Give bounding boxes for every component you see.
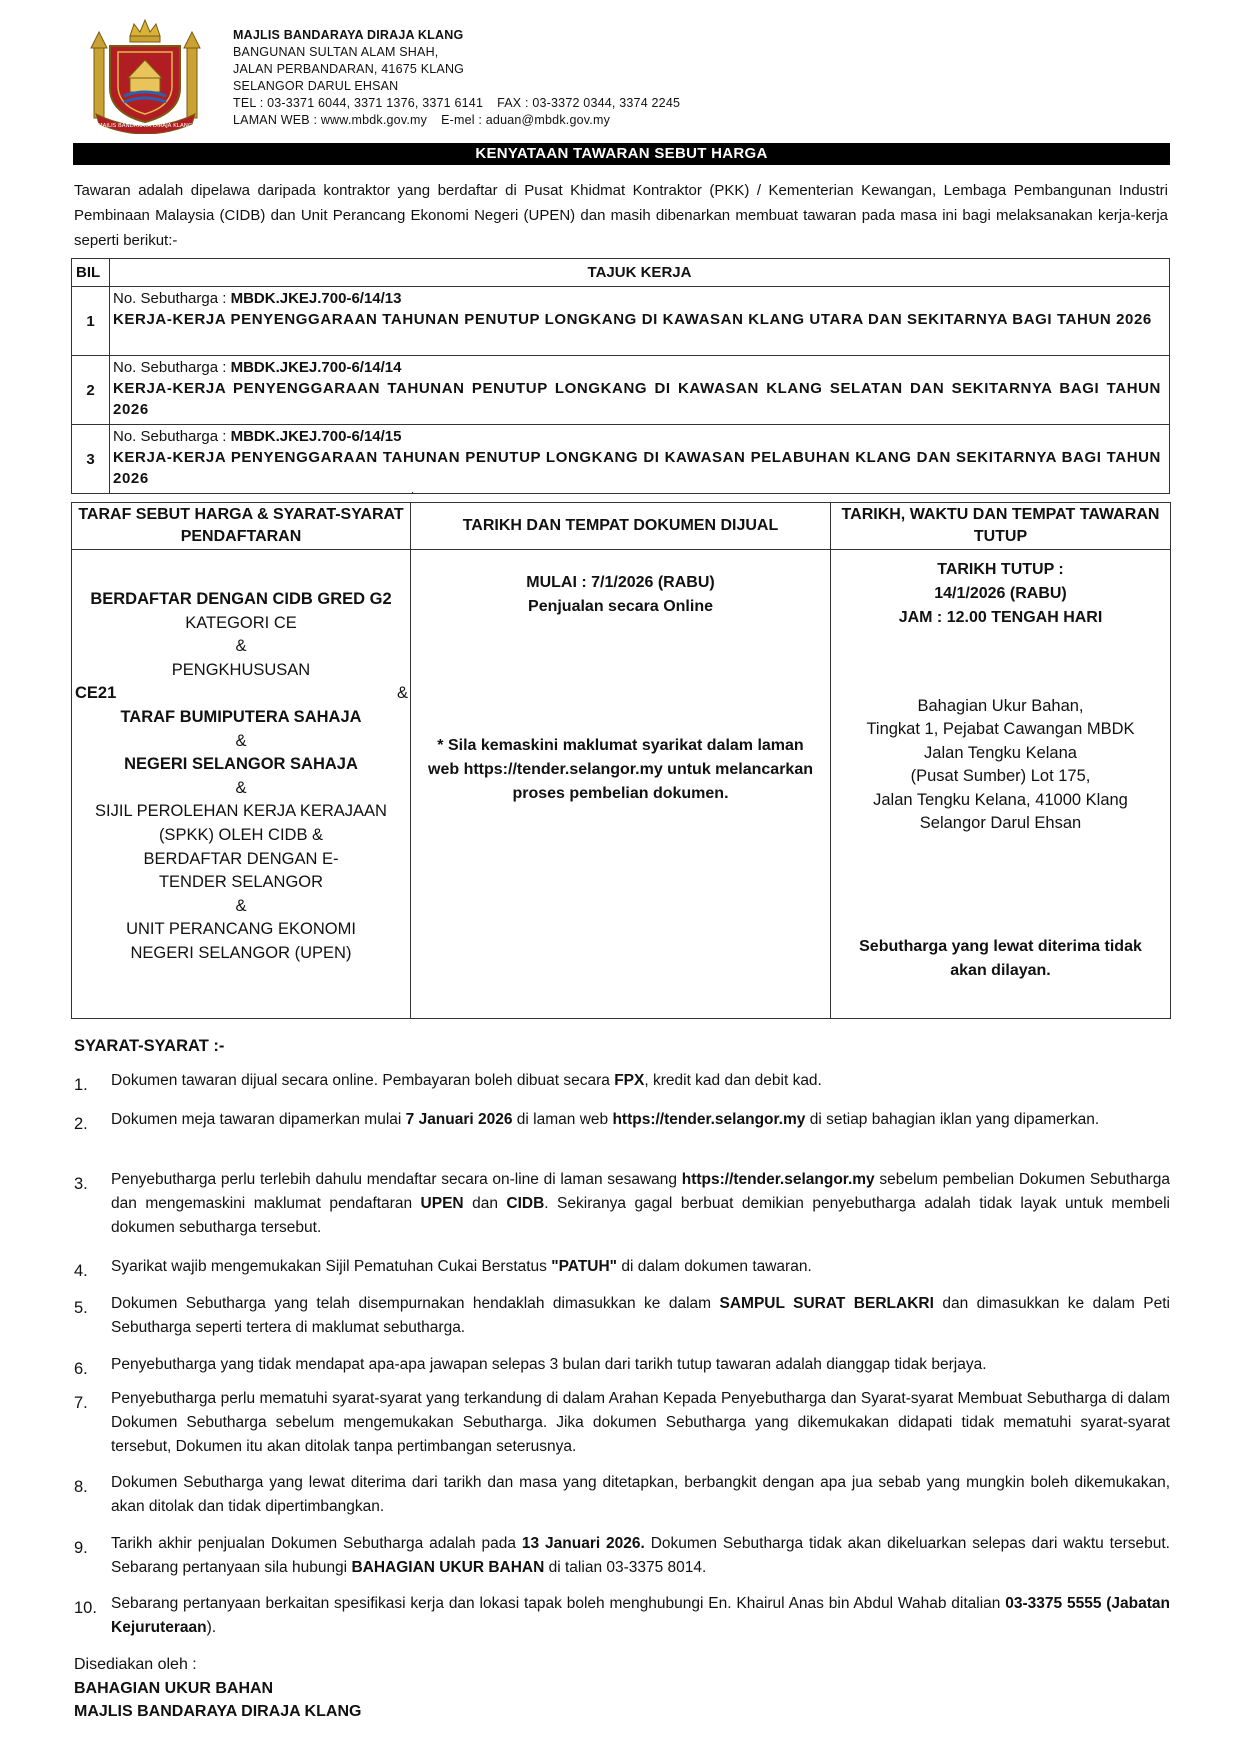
offer-table-body: [72, 550, 1171, 1019]
notice-title-bar: KENYATAAN TAWARAN SEBUT HARGA: [73, 143, 1170, 165]
condition-item: [74, 1108, 1170, 1132]
condition-item: [74, 1255, 1170, 1279]
req-ce21: CE21: [75, 684, 117, 703]
req-ce21-row: [72, 682, 410, 706]
fax-text: FAX : 03-3372 0344, 3374 2245: [497, 96, 681, 110]
job-title: KERJA-KERJA PENYENGGARAAN TAHUNAN PENUTUP LONGKANG DI KAWASAN PELABUHAN KLANG DAN SEKITARNYA BAGI TAHUN 2026: [113, 449, 1161, 487]
address-line-1: BANGUNAN SULTAN ALAM SHAH,: [233, 45, 439, 59]
req-amp: &: [396, 684, 408, 703]
address-line: Bahagian Ukur Bahan,: [917, 697, 1084, 715]
condition-number: 6.: [74, 1360, 88, 1378]
req-amp: &: [235, 731, 247, 750]
text-run: di setiap bahagian iklan yang dipamerkan.: [805, 1111, 1100, 1128]
condition-text: [111, 1108, 1170, 1132]
table-row: [72, 425, 1170, 494]
condition-item: [74, 1532, 1170, 1580]
text-run: Penyebutharga yang tidak mendapat apa-apa jawapan selepas 3 bulan dari tarikh tutup tawaran adalah dianggap tidak berjaya.: [111, 1356, 987, 1373]
condition-number: 8.: [74, 1478, 88, 1496]
sale-online-text: Penjualan secara Online: [528, 598, 713, 615]
req-selangor-only: NEGERI SELANGOR SAHAJA: [124, 755, 358, 774]
req-bumiputera: TARAF BUMIPUTERA SAHAJA: [120, 707, 362, 726]
req-amp: &: [235, 637, 247, 656]
text-run: Tarikh akhir penjualan Dokumen Sebutharga adalah pada: [111, 1535, 522, 1552]
text-run-bold: 13 Januari 2026.: [521, 1535, 645, 1552]
sale-start-date: MULAI : 7/1/2026 (RABU): [526, 574, 715, 591]
text-run: dan dimasukkan ke dalam Peti Sebutharga seperti tertera di maklumat sebutharga.: [111, 1295, 1170, 1336]
job-cell: [110, 287, 1170, 356]
work-table-header: [72, 259, 1170, 287]
req-cidb-grade: BERDAFTAR DENGAN CIDB GRED G2: [90, 590, 392, 608]
text-run: Sebarang pertanyaan berkaitan spesifikasi kerja dan lokasi tapak boleh menghubungi En. Khairul Anas bin Abdul Wahab ditalian: [111, 1595, 1006, 1612]
row-number: 2: [72, 356, 110, 425]
row-number: 1: [72, 287, 110, 356]
closing-info: [831, 550, 1171, 1019]
col-registration-header: TARAF SEBUT HARGA & SYARAT-SYARAT PENDAFTARAN: [72, 503, 411, 550]
condition-number: 5.: [74, 1299, 88, 1317]
council-crest-logo: [88, 18, 203, 134]
condition-text: [111, 1387, 1170, 1459]
condition-item: [74, 1168, 1170, 1240]
quote-ref: MBDK.JKEJ.700-6/14/15: [230, 428, 402, 445]
document-sale-info: [411, 550, 831, 1019]
condition-item: [74, 1471, 1170, 1519]
col-title-header: TAJUK KERJA: [110, 259, 1170, 287]
condition-text: [111, 1592, 1170, 1640]
text-run: Dokumen tawaran dijual secara online. Pembayaran boleh dibuat secara: [111, 1072, 615, 1089]
address-line: Jalan Tengku Kelana, 41000 Klang: [873, 790, 1128, 809]
address-line: Jalan Tengku Kelana: [924, 743, 1077, 762]
col-bil-header: BIL: [72, 259, 110, 287]
job-cell: [110, 356, 1170, 425]
sale-update-note: * Sila kemaskini maklumat syarikat dalam laman web https://tender.selangor.my untuk melancarkan proses pembelian dokumen.: [428, 737, 813, 802]
text-run: di dalam dokumen tawaran.: [617, 1258, 812, 1275]
prepared-by-department: BAHAGIAN UKUR BAHAN: [74, 1679, 274, 1697]
contact-web-email: [233, 112, 680, 129]
text-run-bold: UPEN: [420, 1195, 464, 1212]
condition-text: [111, 1532, 1170, 1580]
intro-paragraph: Tawaran adalah dipelawa daripada kontraktor yang berdaftar di Pusat Khidmat Kontraktor (PKK) / Kementerian Kewangan, Lembaga Pembangunan Industri Pembinaan Malaysia (CIDB) dan Unit Perancang Ekonomi Negeri (UPEN) dan masih dibenarkan membuat tawaran pada masa ini bagi melaksanakan kerja-kerja seperti berikut:-: [74, 182, 1168, 249]
text-run: di laman web: [512, 1111, 613, 1128]
condition-item: [74, 1387, 1170, 1459]
condition-text: [111, 1471, 1170, 1519]
org-name: MAJLIS BANDARAYA DIRAJA KLANG: [233, 28, 464, 42]
address-line-3: SELANGOR DARUL EHSAN: [233, 79, 399, 93]
req-upen: UNIT PERANCANG EKONOMI NEGERI SELANGOR (UPEN): [126, 920, 356, 962]
quote-no-label: No. Sebutharga :: [113, 290, 231, 307]
email-text: E-mel : aduan@mbdk.gov.my: [441, 113, 611, 127]
req-etender: BERDAFTAR DENGAN E-TENDER SELANGOR: [143, 849, 339, 892]
text-run: Penyebutharga perlu mematuhi syarat-syarat yang terkandung di dalam Arahan Kepada Penyebutharga dan Syarat-syarat Membuat Sebutharga di dalam Dokumen Sebutharga sebelum mengemukakan Sebutharga. Jika dokumen Sebutharga yang dikemukakan didapati tidak mematuhi syarat-syarat tersebut, Dokumen itu akan ditolak tanpa pertimbangan seterusnya.: [111, 1390, 1170, 1455]
condition-number: 9.: [74, 1539, 88, 1557]
closing-date: 14/1/2026 (RABU): [934, 585, 1067, 602]
separator-dot: .: [411, 485, 414, 496]
text-run: Dokumen meja tawaran dipamerkan mulai: [111, 1111, 406, 1128]
offer-details-table: [71, 502, 1171, 1019]
table-row: [72, 287, 1170, 356]
text-run: sebelum pembelian Dokumen Sebutharga dan mengemaskini maklumat pendaftaran: [111, 1171, 1170, 1212]
condition-item: [74, 1353, 1170, 1377]
req-amp: &: [235, 778, 247, 797]
work-table: [71, 258, 1170, 494]
closing-address: [831, 695, 1170, 835]
condition-text: [111, 1069, 1170, 1093]
condition-number: 4.: [74, 1262, 88, 1280]
job-title: KERJA-KERJA PENYENGGARAAN TAHUNAN PENUTUP LONGKANG DI KAWASAN KLANG UTARA DAN SEKITARNYA BAGI TAHUN 2026: [113, 311, 1152, 328]
condition-number: 7.: [74, 1394, 88, 1412]
address-line: (Pusat Sumber) Lot 175,: [910, 767, 1091, 786]
contact-phone-fax: [233, 95, 680, 112]
offer-table-header: [72, 503, 1171, 550]
req-amp: &: [235, 896, 247, 915]
tel-text: TEL : 03-3371 6044, 3371 1376, 3371 6141: [233, 96, 484, 110]
condition-number: 2.: [74, 1115, 88, 1133]
website-text: LAMAN WEB : www.mbdk.gov.my: [233, 113, 428, 127]
condition-text: [111, 1168, 1170, 1240]
text-run-bold: FPX: [614, 1072, 645, 1089]
crest-banner-text: MAJLIS BANDARAYA DIRAJA KLANG: [97, 123, 193, 129]
text-run: Dokumen Sebutharga tidak akan dikeluarkan selepas dari waktu tersebut. Sebarang pertanyaan sila hubungi: [111, 1535, 1170, 1576]
condition-item: [74, 1069, 1170, 1093]
text-run-bold: CIDB: [506, 1195, 545, 1212]
condition-number: 3.: [74, 1175, 88, 1193]
text-run: di talian 03-3375 8014.: [544, 1559, 707, 1576]
quote-no-label: No. Sebutharga :: [113, 428, 231, 445]
address-line: Selangor Darul Ehsan: [919, 814, 1082, 833]
req-category: KATEGORI CE: [185, 613, 297, 632]
text-run: Dokumen Sebutharga yang telah disempurnakan hendaklah dimasukkan ke dalam: [111, 1295, 720, 1312]
text-run: . Sekiranya gagal berbuat demikian penyebutharga adalah tidak layak untuk membeli dokumen sebutharga tersebut.: [111, 1195, 1170, 1236]
text-run: Penyebutharga perlu terlebih dahulu mendaftar secara on-line di laman sesawang: [111, 1171, 682, 1188]
text-run-bold: SAMPUL SURAT BERLAKRI: [719, 1295, 934, 1312]
condition-item: [74, 1292, 1170, 1340]
prepared-by: [74, 1653, 361, 1724]
text-run: , kredit kad dan debit kad.: [644, 1072, 822, 1089]
late-submission-note: Sebutharga yang lewat diterima tidak akan dilayan.: [859, 938, 1142, 979]
condition-text: [111, 1292, 1170, 1340]
address-line: Tingkat 1, Pejabat Cawangan MBDK: [866, 720, 1135, 739]
req-specialization: PENGKHUSUSAN: [171, 660, 311, 679]
condition-number: 10.: [74, 1599, 97, 1617]
job-cell: [110, 425, 1170, 494]
letterhead: [233, 27, 680, 129]
registration-requirements: [72, 550, 411, 1019]
quote-no-label: No. Sebutharga :: [113, 359, 231, 376]
closing-date-label: TARIKH TUTUP :: [937, 561, 1064, 578]
text-run: Syarikat wajib mengemukakan Sijil Pematuhan Cukai Berstatus: [111, 1258, 552, 1275]
col-closing-header: TARIKH, WAKTU DAN TEMPAT TAWARAN TUTUP: [831, 503, 1171, 550]
req-spkk: SIJIL PEROLEHAN KERJA KERAJAAN (SPKK) OLEH CIDB &: [95, 802, 387, 844]
prepared-by-organization: MAJLIS BANDARAYA DIRAJA KLANG: [74, 1703, 362, 1720]
table-row: [72, 356, 1170, 425]
prepared-by-label: Disediakan oleh :: [74, 1656, 197, 1673]
text-run-bold: https://tender.selangor.my: [681, 1171, 875, 1188]
closing-time: JAM : 12.00 TENGAH HARI: [898, 609, 1103, 626]
condition-text: [111, 1255, 1170, 1279]
text-run-bold: "PATUH": [551, 1258, 618, 1275]
text-run-bold: BAHAGIAN UKUR BAHAN: [351, 1559, 545, 1576]
row-number: 3: [72, 425, 110, 494]
text-run: dan: [463, 1195, 507, 1212]
job-title: KERJA-KERJA PENYENGGARAAN TAHUNAN PENUTUP LONGKANG DI KAWASAN KLANG SELATAN DAN SEKITARNYA BAGI TAHUN 2026: [113, 380, 1161, 418]
address-line-2: JALAN PERBANDARAN, 41675 KLANG: [233, 62, 465, 76]
condition-number: 1.: [74, 1076, 88, 1094]
text-run: Dokumen Sebutharga yang lewat diterima dari tarikh dan masa yang ditetapkan, berbangkit dengan apa jua sebab yang mungkin boleh dikemukakan, akan ditolak dan tidak dipertimbangkan.: [111, 1474, 1170, 1515]
condition-item: [74, 1592, 1170, 1640]
col-document-sale-header: TARIKH DAN TEMPAT DOKUMEN DIJUAL: [411, 503, 831, 550]
conditions-title: SYARAT-SYARAT :-: [74, 1037, 225, 1055]
text-run-bold: 7 Januari 2026: [405, 1111, 513, 1128]
text-run-bold: 03-3375 5555 (Jabatan Kejuruteraan: [111, 1595, 1171, 1636]
text-run: ).: [206, 1619, 217, 1636]
quote-ref: MBDK.JKEJ.700-6/14/13: [230, 290, 402, 307]
condition-text: [111, 1353, 1170, 1377]
text-run-bold: https://tender.selangor.my: [612, 1111, 806, 1128]
quote-ref: MBDK.JKEJ.700-6/14/14: [230, 359, 402, 376]
